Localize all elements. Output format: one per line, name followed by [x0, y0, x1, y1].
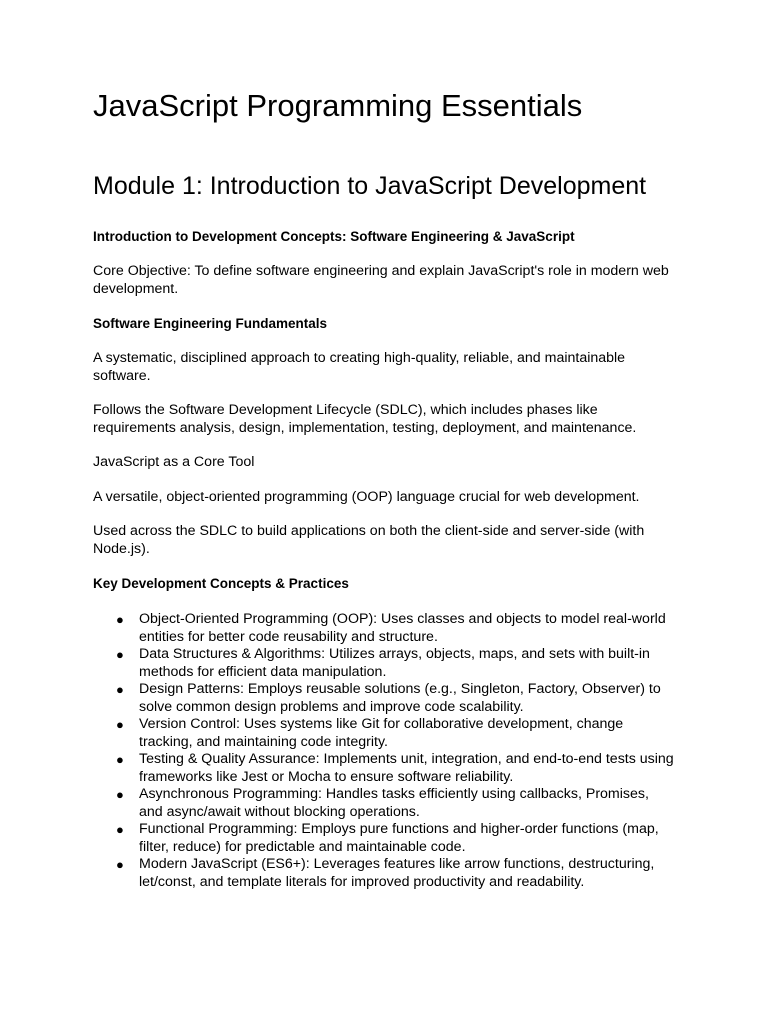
fundamentals-paragraph-1: A systematic, disciplined approach to creating high-quality, reliable, and maintainable software. — [93, 350, 626, 384]
practices-list — [93, 611, 676, 891]
list-item — [116, 751, 676, 786]
core-tool-label: JavaScript as a Core Tool — [93, 454, 255, 470]
bullet-icon: ● — [116, 717, 124, 732]
core-tool-paragraph-1: A versatile, object-oriented programming (OOP) language crucial for web development. — [93, 488, 640, 505]
section-heading: Introduction to Development Concepts: Software Engineering & JavaScript — [93, 229, 575, 244]
document-title: JavaScript Programming Essentials — [93, 88, 583, 123]
list-item-text: Data Structures & Algorithms: Utilizes arrays, objects, maps, and sets with built-in methods for efficient data manipulation. — [139, 646, 650, 680]
bullet-icon: ● — [116, 647, 124, 662]
list-item-text: Testing & Quality Assurance: Implements unit, integration, and end-to-end tests using frameworks like Jest or Mocha to ensure software reliability. — [139, 751, 674, 785]
core-tool-paragraph-2: Used across the SDLC to build applications on both the client-side and server-side (with Node.js). — [93, 523, 645, 557]
fundamentals-paragraph-2: Follows the Software Development Lifecycle (SDLC), which includes phases like requirements analysis, design, implementation, testing, deployment, and maintenance. — [93, 402, 637, 436]
list-item — [116, 611, 676, 646]
list-item-text: Modern JavaScript (ES6+): Leverages features like arrow functions, destructuring, let/const, and template literals for improved productivity and readability. — [139, 856, 655, 890]
bullet-icon: ● — [116, 682, 124, 697]
list-item-text: Object-Oriented Programming (OOP): Uses classes and objects to model real-world entities for better code reusability and structure. — [139, 611, 666, 645]
list-item — [116, 646, 676, 681]
list-item-text: Design Patterns: Employs reusable solutions (e.g., Singleton, Factory, Observer) to solve common design problems and improve code scalability. — [139, 681, 661, 715]
fundamentals-heading: Software Engineering Fundamentals — [93, 316, 328, 331]
list-item — [116, 821, 676, 856]
module-title: Module 1: Introduction to JavaScript Development — [93, 172, 647, 200]
bullet-icon: ● — [116, 612, 124, 627]
core-objective-text: Core Objective: To define software engineering and explain JavaScript's role in modern web development. — [93, 263, 669, 297]
list-item — [116, 716, 676, 751]
list-item — [116, 681, 676, 716]
bullet-icon: ● — [116, 752, 124, 767]
list-item-text: Asynchronous Programming: Handles tasks efficiently using callbacks, Promises, and async/await without blocking operations. — [139, 786, 649, 820]
list-item-text: Version Control: Uses systems like Git for collaborative development, change tracking, and maintaining code integrity. — [139, 716, 624, 750]
bullet-icon: ● — [116, 857, 124, 872]
list-item — [116, 856, 676, 891]
bullet-icon: ● — [116, 822, 124, 837]
list-item-text: Functional Programming: Employs pure functions and higher-order functions (map, filter, reduce) for predictable and maintainable code. — [139, 821, 659, 855]
bullet-icon: ● — [116, 787, 124, 802]
practices-heading: Key Development Concepts & Practices — [93, 576, 349, 591]
list-item — [116, 786, 676, 821]
